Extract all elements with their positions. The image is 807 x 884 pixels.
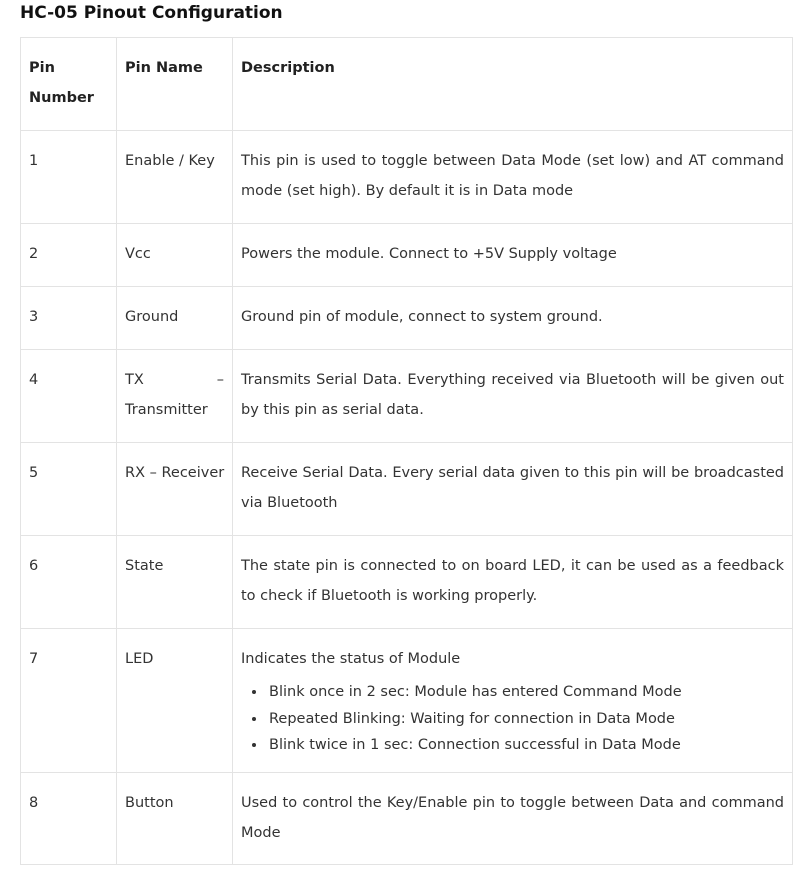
table-row: [21, 443, 793, 536]
description-cell: The state pin is connected to on board LED, it can be used as a feedback to check if Bluetooth is working properly.: [233, 536, 793, 629]
pin-name-cell: Vcc: [117, 224, 233, 287]
description-cell: Used to control the Key/Enable pin to toggle between Data and command Mode: [233, 773, 793, 865]
description-cell: [233, 629, 793, 773]
pin-number-cell: 4: [21, 350, 117, 443]
led-description-text: Indicates the status of Module: [241, 651, 461, 667]
table-header-row: [21, 38, 793, 131]
page-title: HC-05 Pinout Configuration: [20, 3, 283, 23]
description-cell: Ground pin of module, connect to system ground.: [233, 287, 793, 350]
pin-name-cell: Enable / Key: [117, 131, 233, 224]
pin-number-cell: 2: [21, 224, 117, 287]
description-cell: Receive Serial Data. Every serial data given to this pin will be broadcasted via Bluetooth: [233, 443, 793, 536]
pin-name-cell: RX – Receiver: [117, 443, 233, 536]
table-row: [21, 131, 793, 224]
list-item: • Blink once in 2 sec: Module has entered Command Mode: [267, 679, 784, 706]
description-cell: Transmits Serial Data. Everything received via Bluetooth will be given out by this pin as serial data.: [233, 350, 793, 443]
table-row: [21, 536, 793, 629]
pin-number-cell: 6: [21, 536, 117, 629]
pin-name-line1: [125, 365, 224, 395]
pin-name-cell: Button: [117, 773, 233, 865]
pin-number-cell: 7: [21, 629, 117, 773]
header-pin-name: Pin Name: [117, 38, 233, 131]
pinout-table: [20, 37, 793, 865]
header-pin-number-line1: Pin: [29, 60, 55, 76]
header-pin-number: [21, 38, 117, 131]
pin-number-cell: 1: [21, 131, 117, 224]
pin-name-part1: TX: [125, 372, 144, 388]
pin-name-cell: Ground: [117, 287, 233, 350]
pin-number-cell: 3: [21, 287, 117, 350]
table-row: [21, 629, 793, 773]
pin-name-part3: Transmitter: [125, 402, 208, 418]
header-description: Description: [233, 38, 793, 131]
list-item: • Repeated Blinking: Waiting for connection in Data Mode: [267, 706, 784, 733]
table-row: [21, 350, 793, 443]
list-item: • Blink twice in 1 sec: Connection successful in Data Mode: [267, 732, 784, 759]
header-pin-number-line2: Number: [29, 90, 94, 106]
pin-name-cell: LED: [117, 629, 233, 773]
description-cell: This pin is used to toggle between Data Mode (set low) and AT command mode (set high). By default it is in Data mode: [233, 131, 793, 224]
description-cell: Powers the module. Connect to +5V Supply voltage: [233, 224, 793, 287]
table-row: [21, 287, 793, 350]
pin-name-cell: [117, 350, 233, 443]
pin-name-cell: State: [117, 536, 233, 629]
led-status-list: [241, 679, 784, 759]
table-row: [21, 773, 793, 865]
pin-name-part2: –: [216, 372, 224, 388]
pin-number-cell: 8: [21, 773, 117, 865]
table-row: [21, 224, 793, 287]
pin-number-cell: 5: [21, 443, 117, 536]
